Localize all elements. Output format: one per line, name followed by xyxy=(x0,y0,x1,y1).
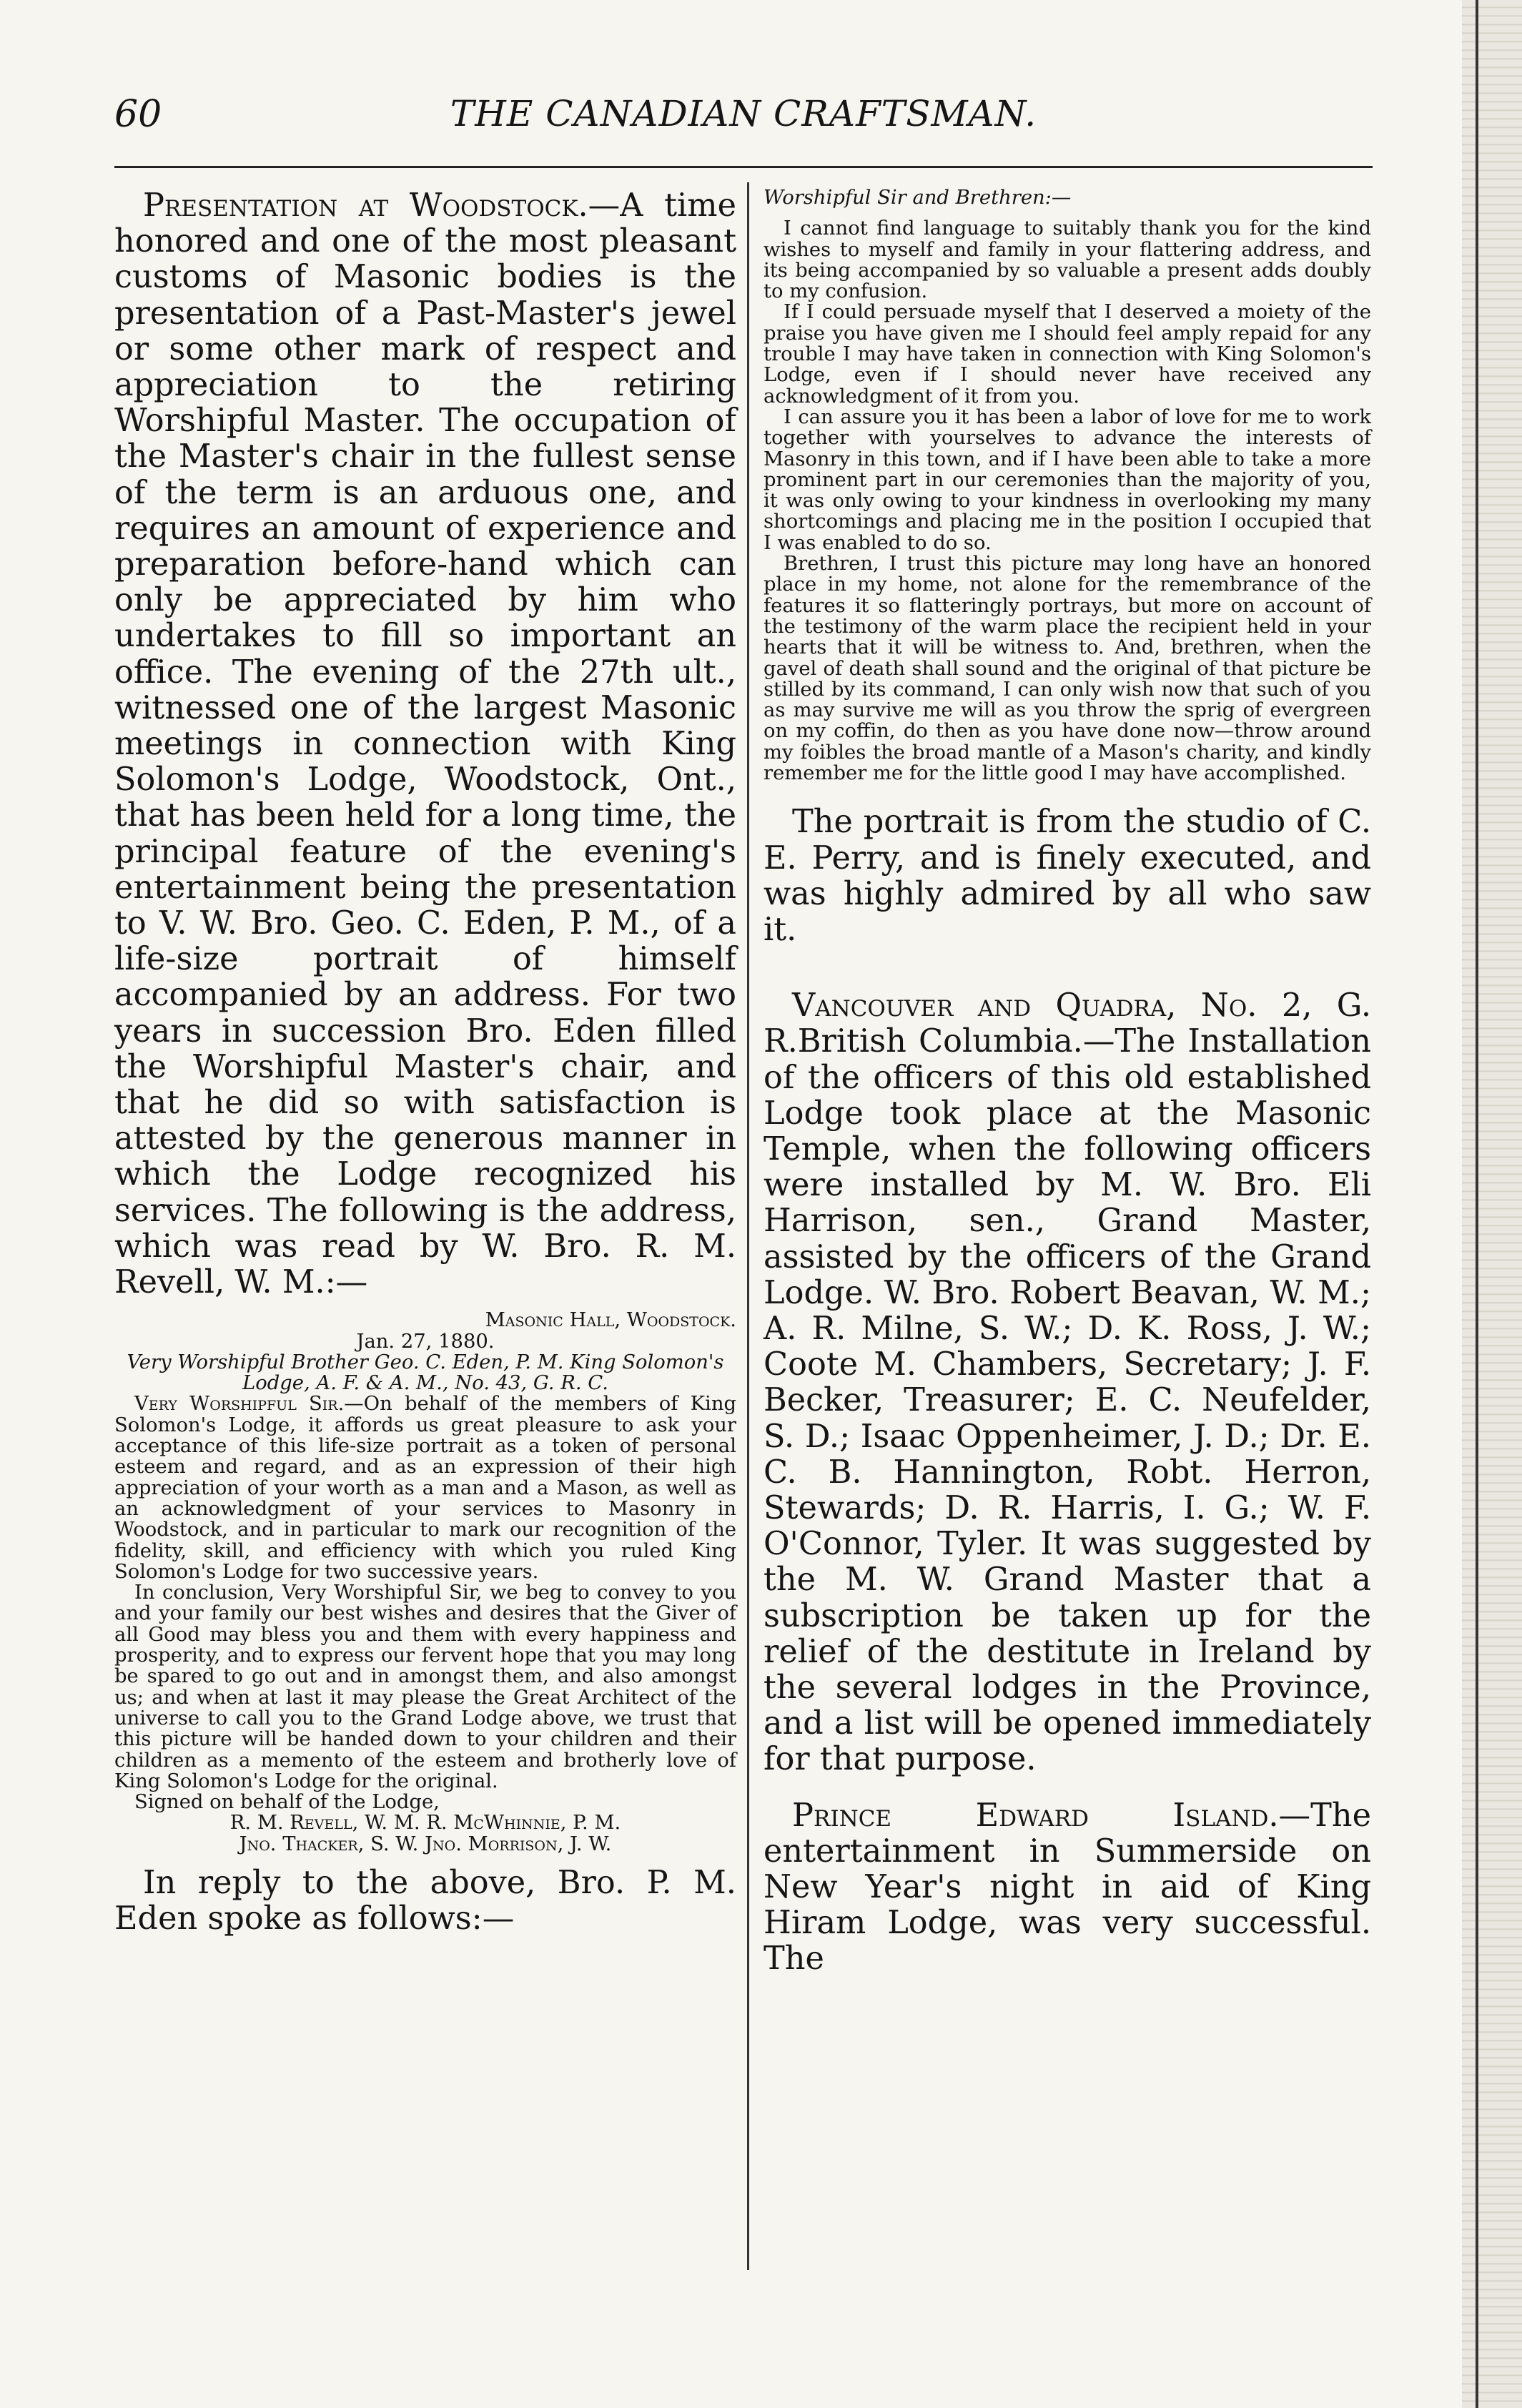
header-rule xyxy=(114,166,1373,168)
page-binding-edge xyxy=(1462,0,1522,2408)
right-column xyxy=(764,187,1371,1977)
vancouver-body: British Columbia.—The Installation of the officers of this old established Lodge took place at the Masonic Temple, when the following officers were installed by M. W. Bro. Eli Harrison, sen., Grand Master, assisted by the officers of the Grand Lodge. W. Bro. Robert Beavan, W. M.; A. R. Milne, S. W.; D. K. Ross, J. W.; Coote M. Chambers, Secretary; J. F. Becker, Treasurer; E. C. Neufelder, S. D.; Isaac Oppenheimer, J. D.; Dr. E. C. B. Hannington, Robt. Herron, Stewards; D. R. Harris, I. G.; W. F. O'Connor, Tyler. It was suggested by the M. W. Grand Master that a subscription be taken up for the relief of the destitute in Ireland by the several lodges in the Province, and a list will be opened immediately for that purpose. xyxy=(764,1022,1371,1778)
address-place: Masonic Hall, Woodstock. xyxy=(485,1309,736,1332)
page-header xyxy=(114,93,1373,143)
column-divider xyxy=(747,182,749,2270)
reply-salutation: Worshipful Sir and Brethren:— xyxy=(764,187,1072,209)
reply-paragraph: If I could persuade myself that I deserved a moiety of the praise you have given me I should feel amply repaid for any trouble I may have taken in connection with King Solomon's Lodge, even if I should never have received any acknowledgment of it from you. xyxy=(764,301,1371,408)
reply-intro: In reply to the above, Bro. P. M. Eden spoke as follows:— xyxy=(114,1864,736,1938)
pei-article xyxy=(764,1797,1371,1977)
reply-paragraph: I cannot find language to suitably thank you for the kind wishes to myself and family in your flattering address, and its being accompanied by so valuable a present adds doubly to my confusion. xyxy=(764,217,1371,303)
signatures-line: R. M. Revell, W. M. R. McWhinnie, P. M. xyxy=(229,1812,621,1835)
address-date: Jan. 27, 1880. xyxy=(356,1330,495,1353)
address-paragraph: In conclusion, Very Worshipful Sir, we beg to convey to you and your family our best wishes and desires that the Giver of all Good may bless you and them with every happiness and prosperity, and to express our fervent hope that you may long be spared to go out and in amongst them, and also amongst us; and when at last it may please the Great Architect of the universe to call you to the Grand Lodge above, we trust that this picture will be handed down to your children and their children as a memento of the esteem and brotherly love of King Solomon's Lodge for the original. xyxy=(114,1582,736,1792)
vancouver-heading: Vancouver and Quadra, No. 2, G. R. xyxy=(764,987,1371,1060)
pei-body: —The entertainment in Summerside on New Year's night in aid of King Hiram Lodge, was very successful. The xyxy=(764,1796,1371,1978)
vancouver-article xyxy=(764,987,1371,1777)
woodstock-article xyxy=(114,187,736,1300)
portrait-note: The portrait is from the studio of C. E. Perry, and is finely executed, and was highly admired by all who saw it. xyxy=(764,803,1371,948)
signatures-line: Jno. Thacker, S. W. Jno. Morrison, J. W. xyxy=(239,1832,612,1855)
running-title: THE CANADIAN CRAFTSMAN. xyxy=(450,93,1037,134)
pei-heading: Prince Edward Island. xyxy=(792,1796,1279,1834)
address-salutation: Very Worshipful Brother Geo. C. Eden, P. M. King Solomon's Lodge, A. F. & A. M., No. 43, G. R. C. xyxy=(127,1351,724,1395)
address-lead: Very Worshipful Sir. xyxy=(134,1393,345,1416)
article-heading: Presentation at Woodstock. xyxy=(143,187,588,224)
left-column xyxy=(114,187,736,1936)
page-number: 60 xyxy=(114,93,162,136)
article-body: —A time honored and one of the most pleasant customs of Masonic bodies is the presentation of a Past-Master's jewel or some other mark of respect and appreciation to the retiring Worshipful Master. The occupation of the Master's chair in the fullest sense of the term is an arduous one, and requires an amount of experience and preparation before-hand which can only be appreciated by him who undertakes to fill so important an office. The evening of the 27th ult., witnessed one of the largest Masonic meetings in connection with King Solomon's Lodge, Woodstock, Ont., that has been held for a long time, the principal feature of the evening's entertainment being the presentation to V. W. Bro. Geo. C. Eden, P. M., of a life-size portrait of himself accompanied by an address. For two years in succession Bro. Eden filled the Worshipful Master's chair, and that he did so with satisfaction is attested by the generous manner in which the Lodge recognized his services. The following is the address, which was read by W. Bro. R. M. Revell, W. M.:— xyxy=(114,187,736,1301)
reply-paragraph: Brethren, I trust this picture may long have an honored place in my home, not alone for the remembrance of the features it so flatteringly portrays, but more on account of the testimony of the warm place the recipient held in your hearts that it will be witness to. And, brethren, when the gavel of death shall sound and the original of that picture be stilled by its command, I can only wish now that such of you as may survive me will as you throw the sprig of evergreen on my coffin, do then as you have done now—throw around my foibles the broad mantle of a Mason's charity, and kindly remember me for the little good I may have accomplished. xyxy=(764,553,1371,785)
binding-shadow-line xyxy=(1476,0,1478,2408)
address-signed: Signed on behalf of the Lodge, xyxy=(134,1791,440,1814)
address-text: —On behalf of the members of King Solomon's Lodge, it affords us great pleasure to ask your acceptance of this life-size portrait as a token of personal esteem and regard, and as an expression of their high appreciation of your worth as a man and a Mason, as well as an acknowledgment of your services to Masonry in Woodstock, and in particular to mark our recognition of the fidelity, skill, and efficiency with which you ruled King Solomon's Lodge for two successive years. xyxy=(114,1393,736,1583)
address-paragraph xyxy=(114,1393,736,1582)
reply-paragraph: I can assure you it has been a labor of love for me to work together with yourselves to advance the interests of Masonry in this town, and if I have been able to take a more prominent part in our ceremonies than the majority of you, it was only owing to your kindness in overlooking my many shortcomings and placing me in the position I occupied that I was enabled to do so. xyxy=(764,405,1371,554)
